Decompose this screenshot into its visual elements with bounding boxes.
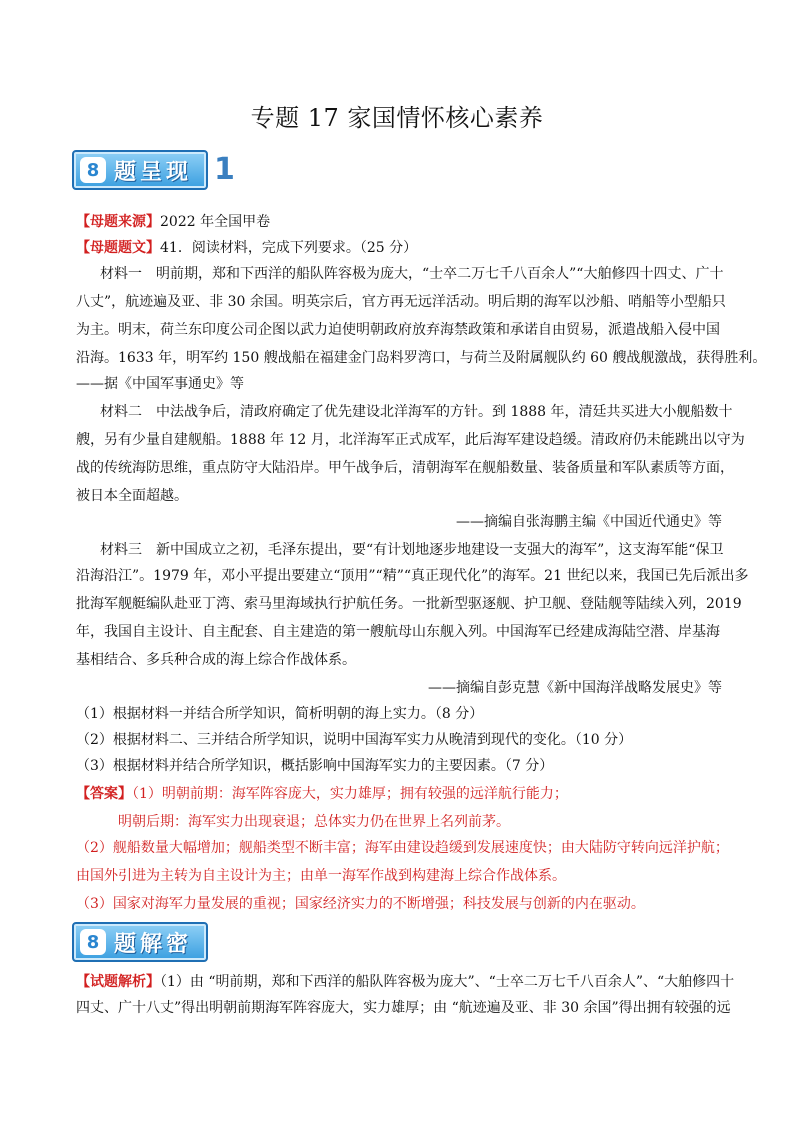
- banner-logo-icon: 8: [80, 157, 106, 183]
- material2-line: 战的传统海防思维，重点防守大陆沿岸。甲午战争后，清朝海军在舰船数量、装备质量和军队素质等方面，: [76, 460, 734, 476]
- answer-text: （1）明朝前期：海军阵容庞大，实力雄厚；拥有较强的远洋航行能力；: [132, 786, 568, 802]
- material1-line: 材料一 明前期，郑和下西洋的船队阵容极为庞大，“士卒二万七千八百余人”“大舶修四十四丈、广十: [100, 266, 724, 282]
- banner-logo-icon: 8: [80, 929, 106, 955]
- material1-line: 八丈”，航迹遍及亚、非 30 余国。明英宗后，官方再无远洋活动。明后期的海军以沙船、哨船等小型船只: [76, 294, 726, 310]
- material1-line: 为主。明末，荷兰东印度公司企图以武力迫使明朝政府放弃海禁政策和承诺自由贸易，派遣战船入侵中国: [76, 322, 720, 338]
- material3-line: 材料三 新中国成立之初，毛泽东提出，要“有计划地逐步地建设一支强大的海军”，这支海军能“保卫: [100, 542, 724, 558]
- question-line: [76, 238, 722, 258]
- answer-line: 由国外引进为主转为自主设计为主；由单一海军作战到构建海上综合作战体系。: [76, 868, 566, 884]
- material1-source: ——据《中国军事通史》等: [76, 376, 244, 392]
- material1-line: 沿海。1633 年，明军约 150 艘战船在福建金门岛料罗湾口，与荷兰及附属舰队约 60 艘战舰激战，获得胜利。: [76, 350, 767, 366]
- material3-line: 沿海沿江”。1979 年，邓小平提出要建立“顶用”“精”“真正现代化”的海军。21 世纪以来，我国已先后派出多: [76, 568, 749, 584]
- question-item: （2）根据材料二、三并结合所学知识，说明中国海军实力从晚清到现代的变化。（10 分）: [76, 732, 633, 748]
- answer-line: 明朝后期：海军实力出现衰退；总体实力仍在世界上名列前茅。: [118, 814, 510, 830]
- question-item: （1）根据材料一并结合所学知识，简析明朝的海上实力。（8 分）: [76, 706, 484, 722]
- material3-line: 年，我国自主设计、自主配套、自主建造的第一艘航母山东舰入列。中国海军已经建成海陆空潜、岸基海: [76, 624, 720, 640]
- analysis-text: （1）由 “明前期，郑和下西洋的船队阵容极为庞大”、“士卒二万七千八百余人”、“大舶修四十: [160, 974, 735, 990]
- question-label: 【母题题文】: [76, 240, 160, 256]
- material2-source: ——摘编自张海鹏主编《中国近代通史》等: [456, 514, 722, 530]
- material2-line: 被日本全面超越。: [76, 488, 188, 504]
- banner-label: 题解密: [114, 931, 193, 957]
- material2-line: 艘，另有少量自建舰船。1888 年 12 月，北洋海军正式成军，此后海军建设趋缓。清政府仍未能跳出以守为: [76, 432, 745, 448]
- answer-line: （3）国家对海军力量发展的重视；国家经济实力的不断增强；科技发展与创新的内在驱动。: [76, 896, 645, 912]
- analysis-label: 【试题解析】: [76, 974, 160, 990]
- answer-line: （2）舰船数量大幅增加；舰船类型不断丰富；海军由建设趋缓到发展速度快；由大陆防守转向远洋护航；: [76, 840, 729, 856]
- banner-number: 1: [214, 152, 235, 187]
- page-title: 专题 17 家国情怀核心素养: [250, 104, 544, 132]
- answer-line: [76, 784, 722, 804]
- analysis-line: [76, 972, 735, 992]
- material2-line: 材料二 中法战争后，清政府确定了优先建设北洋海军的方针。到 1888 年，清廷共买进大小舰船数十: [100, 404, 733, 420]
- banner-label: 题呈现: [114, 159, 193, 185]
- section-banner-question: [72, 150, 208, 190]
- question-item: （3）根据材料并结合所学知识，概括影响中国海军实力的主要因素。（7 分）: [76, 758, 554, 774]
- section-banner-analysis: [72, 922, 208, 962]
- source-value: 2022 年全国甲卷: [160, 214, 271, 230]
- material3-line: 基相结合、多兵种合成的海上综合作战体系。: [76, 652, 356, 668]
- source-line: [76, 212, 722, 232]
- analysis-line: 四丈、广十八丈”得出明朝前期海军阵容庞大，实力雄厚；由 “航迹遍及亚、非 30 余国”得出拥有较强的远: [76, 1000, 731, 1016]
- material3-line: 批海军舰艇编队赴亚丁湾、索马里海域执行护航任务。一批新型驱逐舰、护卫舰、登陆舰等陆续入列，2019: [76, 596, 742, 612]
- material3-source: ——摘编自彭克慧《新中国海洋战略发展史》等: [428, 680, 722, 696]
- answer-label: 【答案】: [76, 786, 132, 802]
- source-label: 【母题来源】: [76, 214, 160, 230]
- question-value: 41．阅读材料，完成下列要求。（25 分）: [160, 240, 418, 256]
